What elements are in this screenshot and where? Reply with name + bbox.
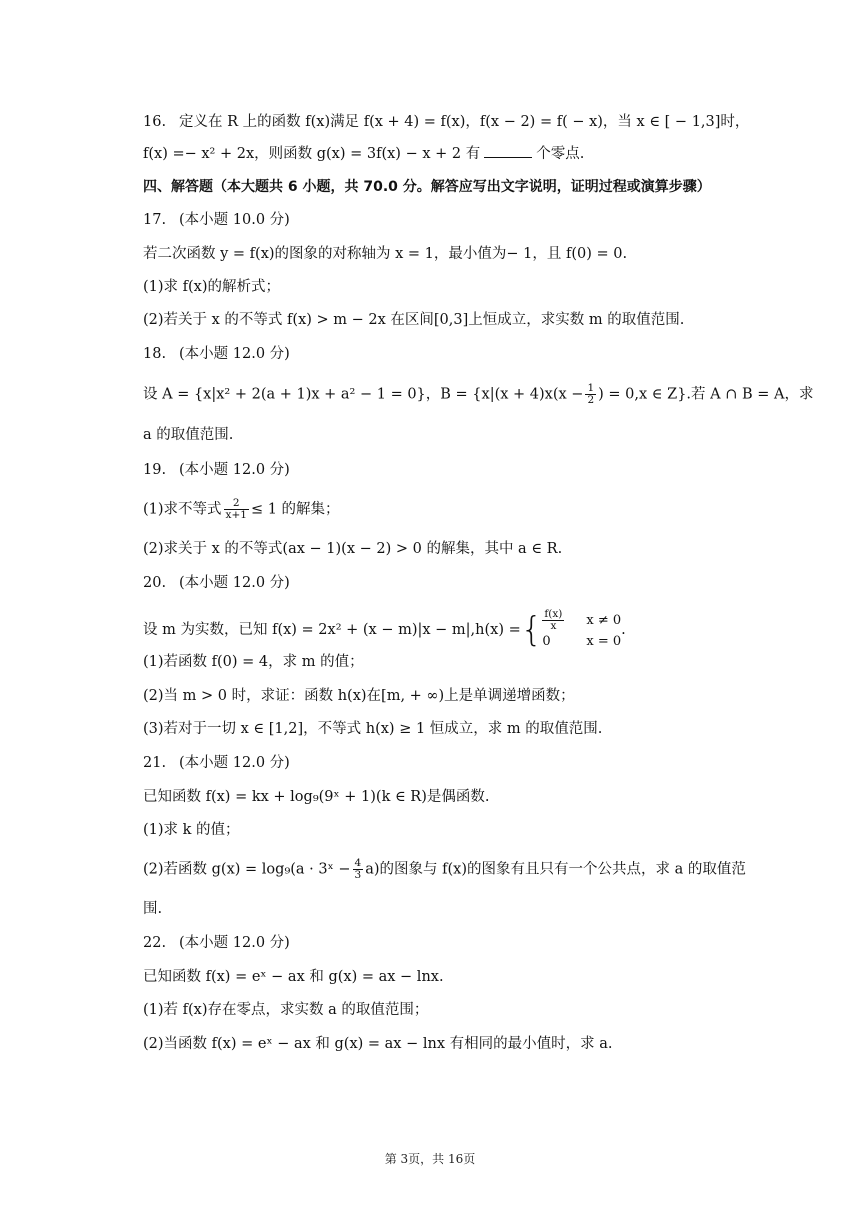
q17-stem: 若二次函数 y = f(x)的图象的对称轴为 x = 1，最小值为− 1，且 f(0) = 0. xyxy=(143,246,628,262)
q18-frac-num: 1 xyxy=(587,382,595,394)
q16-text-line2-a: f(x) =− x² + 2x，则函数 g(x) = 3f(x) − x + 2 有 xyxy=(143,146,481,162)
q18-stem-b: ) = 0,x ∈ Z}.若 A ∩ B = A，求 xyxy=(598,386,814,403)
q16-line1 xyxy=(143,111,760,133)
q17-part1: (1)求 f(x)的解析式； xyxy=(143,279,281,295)
q18-fraction xyxy=(585,383,596,406)
q19-header xyxy=(143,459,760,481)
q21-stem: 已知函数 f(x) = kx + log₉(9ˣ + 1)(k ∈ R)是偶函数. xyxy=(143,789,490,805)
q17-part2: (2)若关于 x 的不等式 f(x) > m − 2x 在区间[0,3]上恒成立，求实数 m 的取值范围. xyxy=(143,312,685,328)
q16-number: 16. xyxy=(143,114,167,130)
q19-score: (本小题 12.0 分) xyxy=(179,462,290,478)
q20-part3: (3)若对于一切 x ∈ [1,2]，不等式 h(x) ≥ 1 恒成立，求 m 的取值范围. xyxy=(143,721,603,737)
q22-header xyxy=(143,932,760,954)
q20-stem-a: 设 m 为实数，已知 f(x) = 2x² + (x − m)|x − m|,h(x) = xyxy=(143,622,521,638)
q17-score: (本小题 10.0 分) xyxy=(179,212,290,228)
q19-number: 19. xyxy=(143,462,167,478)
q21-part2-line2: 围. xyxy=(143,901,163,917)
q19-frac-den: x+1 xyxy=(225,509,247,521)
section-heading: 四、解答题（本大题共 6 小题，共 70.0 分。解答应写出文字说明，证明过程或演算步骤） xyxy=(143,179,711,195)
q20-case1-fraction xyxy=(542,609,564,632)
q20-score: (本小题 12.0 分) xyxy=(179,575,290,591)
q21-frac-num: 4 xyxy=(354,857,362,869)
q20-case1-num: f(x) xyxy=(544,607,563,620)
q21-header xyxy=(143,752,760,774)
q18-stem xyxy=(143,382,814,406)
q18-score: (本小题 12.0 分) xyxy=(179,346,290,362)
q20-case2-cond: x = 0 xyxy=(586,633,622,649)
q22-part2: (2)当函数 f(x) = eˣ − ax 和 g(x) = ax − lnx 有相同的最小值时，求 a. xyxy=(143,1036,613,1052)
q18-frac-den: 2 xyxy=(587,394,595,406)
left-brace: { xyxy=(520,610,543,650)
q21-part2 xyxy=(143,858,760,881)
q20-header xyxy=(143,572,760,594)
q18-stem-line2: a 的取值范围. xyxy=(143,427,234,443)
q18-stem-a: 设 A = {x|x² + 2(a + 1)x + a² − 1 = 0}，B = {x|(x + 4)x(x − xyxy=(143,386,584,403)
q21-number: 21. xyxy=(143,755,167,771)
page-footer: 第 3页，共 16页 xyxy=(384,1152,476,1166)
q20-case1-den: x xyxy=(550,619,557,632)
q20-case2-val: 0 xyxy=(542,633,551,649)
q19-frac-num: 2 xyxy=(224,498,249,510)
answer-blank xyxy=(484,143,532,158)
q17-header xyxy=(143,209,760,231)
q21-fraction xyxy=(353,858,364,881)
q19-part1-a: (1)求不等式 xyxy=(143,501,222,518)
q19-part2: (2)求关于 x 的不等式(ax − 1)(x − 2) > 0 的解集，其中 a ∈ R. xyxy=(143,541,563,557)
q19-part1 xyxy=(143,498,760,521)
q22-part1: (1)若 f(x)存在零点，求实数 a 的取值范围； xyxy=(143,1002,429,1018)
q20-stem xyxy=(143,608,760,652)
q18-header xyxy=(143,343,760,365)
q22-number: 22. xyxy=(143,935,167,951)
q20-stem-b: . xyxy=(621,622,626,638)
q21-part1: (1)求 k 的值； xyxy=(143,822,240,838)
q22-score: (本小题 12.0 分) xyxy=(179,935,290,951)
q22-stem: 已知函数 f(x) = eˣ − ax 和 g(x) = ax − lnx. xyxy=(143,969,444,985)
q21-part2-a: (2)若函数 g(x) = log₉(a · 3ˣ − xyxy=(143,861,351,878)
q19-part1-b: ≤ 1 的解集； xyxy=(250,501,340,518)
q21-frac-den: 3 xyxy=(354,869,362,881)
q16-text-line1: 定义在 R 上的函数 f(x)满足 f(x + 4) = f(x)，f(x − 2) = f( − x)，当 x ∈ [ − 1,3]时， xyxy=(179,114,750,130)
q17-number: 17. xyxy=(143,212,167,228)
q16-text-line2-b: 个零点. xyxy=(536,146,585,162)
q20-part1: (1)若函数 f(0) = 4，求 m 的值； xyxy=(143,654,364,670)
q20-part2: (2)当 m > 0 时，求证：函数 h(x)在[m, + ∞)上是单调递增函数； xyxy=(143,688,575,704)
piecewise-function xyxy=(521,608,621,652)
q16-line2 xyxy=(143,143,760,165)
q21-part2-b: a)的图象与 f(x)的图象有且只有一个公共点，求 a 的取值范 xyxy=(365,861,746,878)
q18-number: 18. xyxy=(143,346,167,362)
q19-fraction xyxy=(224,498,249,521)
q21-score: (本小题 12.0 分) xyxy=(179,755,290,771)
q20-case1-cond: x ≠ 0 xyxy=(586,612,622,628)
q20-number: 20. xyxy=(143,575,167,591)
